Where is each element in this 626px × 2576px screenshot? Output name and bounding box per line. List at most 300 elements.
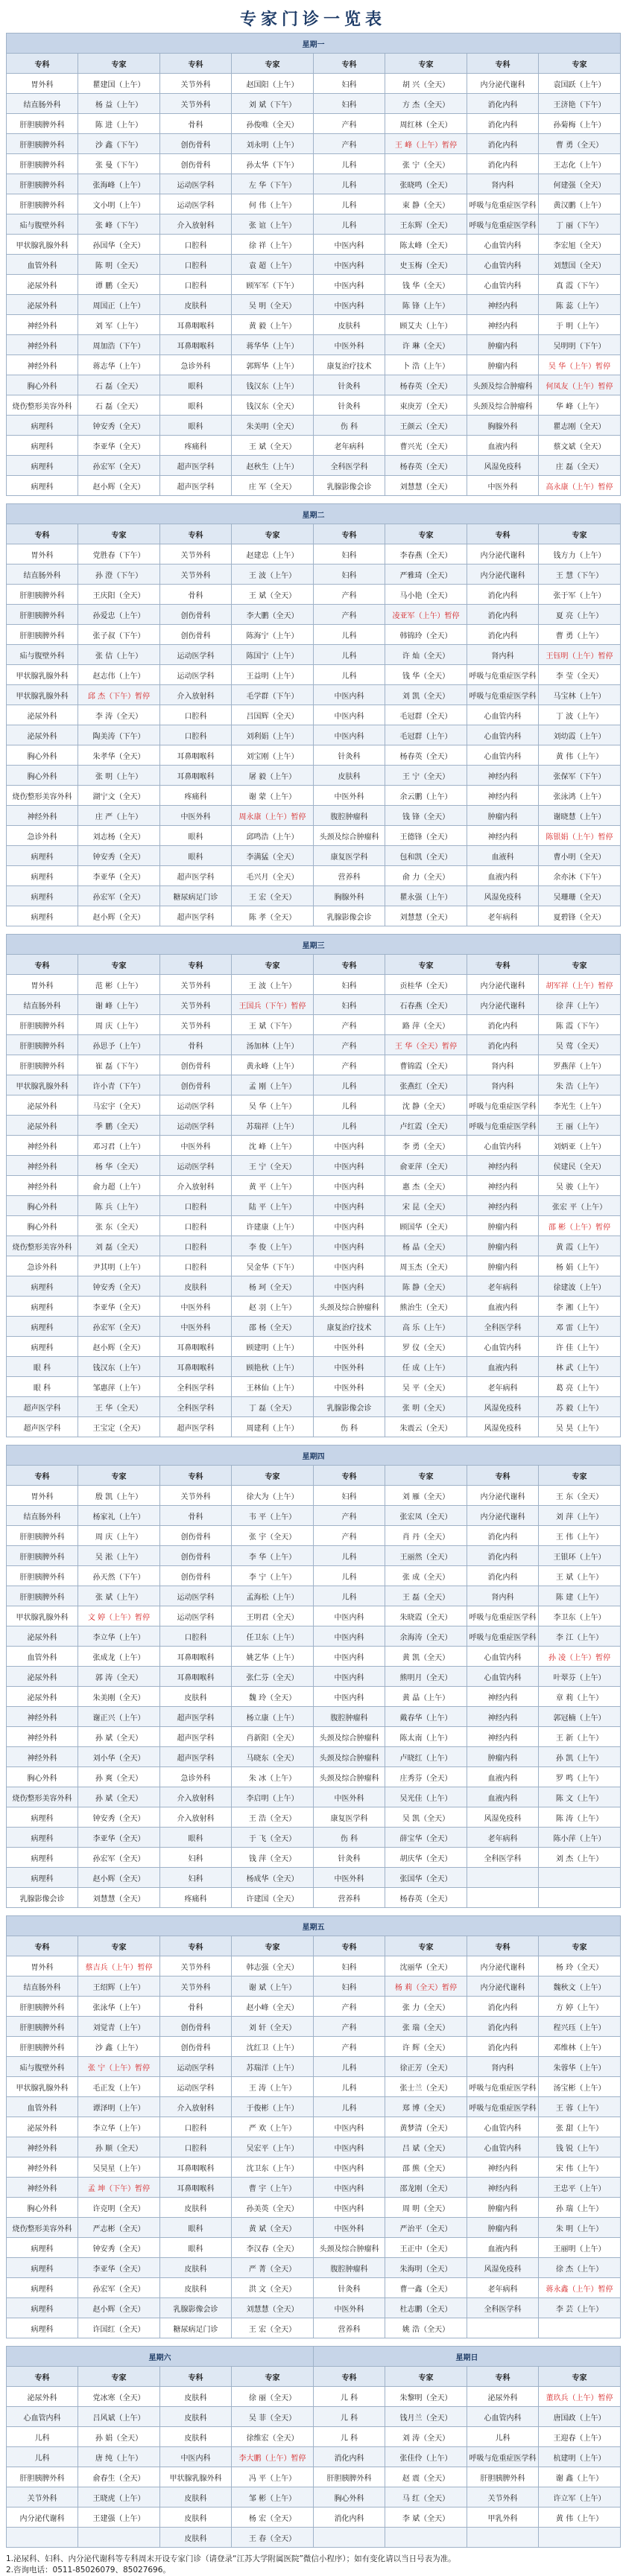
specialty-cell: 风湿免疫科 <box>467 1397 539 1417</box>
specialty-cell: 病理科 <box>7 2258 78 2278</box>
expert-cell: 苏瑞洋（上午） <box>232 2057 314 2077</box>
table-row <box>7 1787 621 1807</box>
expert-cell: 李立华（上午） <box>78 1626 160 1647</box>
expert-cell: 曹兴光（全天） <box>385 436 467 456</box>
specialty-cell: 泌尿外科 <box>7 2117 78 2137</box>
expert-cell: 王 丽（上午） <box>539 1116 621 1136</box>
expert-cell: 严 菁（全天） <box>232 2258 314 2278</box>
table-row <box>7 826 621 846</box>
expert-cell: 顾国华（全天） <box>385 1216 467 1236</box>
page-title: 专家门诊一览表 <box>239 10 386 29</box>
expert-cell: 许 琳（全天） <box>385 335 467 355</box>
expert-cell: 郭冠楠（上午） <box>539 1707 621 1727</box>
specialty-cell: 甲状腺乳腺外科 <box>160 2467 232 2487</box>
specialty-cell: 老年病科 <box>467 1828 539 1848</box>
specialty-cell: 肝胆胰脾外科 <box>7 2037 78 2057</box>
specialty-cell: 介入放射科 <box>160 1807 232 1828</box>
expert-cell: 杨春英（全天） <box>385 745 467 766</box>
expert-cell: 严雅琦（全天） <box>385 565 467 585</box>
expert-cell: 王 峰（上午）暂停 <box>385 134 467 154</box>
specialty-cell: 风湿免疫科 <box>467 456 539 476</box>
expert-cell: 马宏宇（全天） <box>78 1095 160 1116</box>
expert-cell: 卢晓红（上午） <box>385 1747 467 1767</box>
specialty-cell: 老年病科 <box>467 1276 539 1297</box>
expert-cell <box>539 2528 621 2548</box>
specialty-cell: 皮肤科 <box>160 2407 232 2427</box>
expert-cell: 吴宏平（上午） <box>232 2137 314 2157</box>
specialty-cell: 儿科 <box>314 1546 385 1566</box>
schedule-tables <box>6 33 620 2548</box>
specialty-cell: 骨科 <box>160 585 232 605</box>
specialty-cell: 耳鼻咽喉科 <box>160 315 232 335</box>
specialty-cell: 呼吸与危重症医学科 <box>467 1095 539 1116</box>
expert-cell: 肖新阳（全天） <box>232 1727 314 1747</box>
specialty-cell: 肝胆胰脾外科 <box>7 605 78 625</box>
expert-cell: 陈海宁（上午） <box>232 625 314 645</box>
specialty-cell: 眼科 <box>160 416 232 436</box>
specialty-cell <box>7 2528 78 2548</box>
specialty-cell: 肝胆胰脾外科 <box>7 194 78 214</box>
specialty-cell: 呼吸与危重症医学科 <box>467 2077 539 2097</box>
expert-cell: 王庆阳（全天） <box>78 585 160 605</box>
specialty-cell: 关节外科 <box>160 1976 232 1997</box>
header-specialty: 专科 <box>467 1466 539 1486</box>
specialty-cell: 头颈及综合肿瘤科 <box>467 375 539 395</box>
expert-cell: 刘 轩（全天） <box>232 2017 314 2037</box>
specialty-cell: 超声医学科 <box>7 1397 78 1417</box>
expert-cell: 庄秀芬（全天） <box>385 1767 467 1787</box>
expert-cell: 钱 华（全天） <box>385 275 467 295</box>
specialty-cell: 口腔科 <box>160 1626 232 1647</box>
specialty-cell: 糖尿病足门诊 <box>160 2318 232 2338</box>
expert-cell: 张士兰（全天） <box>385 2077 467 2097</box>
expert-cell: 张仁芬（全天） <box>232 1667 314 1687</box>
expert-cell: 赵小峰（全天） <box>232 1997 314 2017</box>
specialty-cell: 眼 科 <box>7 1357 78 1377</box>
header-expert: 专家 <box>78 54 160 74</box>
expert-cell: 杨成华（全天） <box>232 1868 314 1888</box>
specialty-cell: 创伤骨科 <box>160 605 232 625</box>
expert-cell: 邹惠萍（上午） <box>78 1377 160 1397</box>
expert-cell: 石 磊（全天） <box>78 395 160 416</box>
specialty-cell: 头颈及综合肿瘤科 <box>314 1747 385 1767</box>
specialty-cell: 耳鼻咽喉科 <box>160 1647 232 1667</box>
specialty-cell: 神经外科 <box>7 1136 78 1156</box>
expert-cell: 李 湘（上午） <box>539 1297 621 1317</box>
specialty-cell: 关节外科 <box>160 565 232 585</box>
expert-cell: 许建国（全天） <box>232 1888 314 1908</box>
expert-cell: 陈 静（全天） <box>385 1276 467 1297</box>
specialty-cell: 神经外科 <box>7 806 78 826</box>
specialty-cell: 皮肤科 <box>314 766 385 786</box>
expert-cell: 蒋永鑫（上午）暂停 <box>539 2278 621 2298</box>
specialty-cell: 全科医学科 <box>467 1848 539 1868</box>
specialty-cell: 介入放射科 <box>160 685 232 705</box>
expert-cell: 冯 平（上午） <box>232 2467 314 2487</box>
specialty-cell: 老年病科 <box>467 1377 539 1397</box>
expert-cell: 孙俊唯（全天） <box>232 114 314 134</box>
table-row <box>7 2407 621 2427</box>
table-row <box>7 1377 621 1397</box>
expert-cell: 王 斌（下午） <box>232 1015 314 1035</box>
specialty-cell: 眼科 <box>160 395 232 416</box>
expert-cell: 黄 伟（上午） <box>539 2507 621 2528</box>
expert-cell: 葛 亮（上午） <box>539 1377 621 1397</box>
specialty-cell: 甲乳外科 <box>467 2507 539 2528</box>
specialty-cell: 心血管内科 <box>467 2137 539 2157</box>
specialty-cell: 病理科 <box>7 1337 78 1357</box>
specialty-cell: 超声医学科 <box>160 1417 232 1437</box>
expert-cell: 朱孝华（全天） <box>78 745 160 766</box>
specialty-cell: 疝与腹壁外科 <box>7 2057 78 2077</box>
expert-cell: 钟安秀（全天） <box>78 416 160 436</box>
expert-cell: 张宏凤（全天） <box>385 1506 467 1526</box>
specialty-cell: 乳腺影像会诊 <box>314 476 385 496</box>
specialty-cell: 泌尿外科 <box>7 705 78 725</box>
expert-cell: 杨 宏（全天） <box>232 2507 314 2528</box>
specialty-cell: 超声医学科 <box>160 906 232 926</box>
table-row <box>7 1707 621 1727</box>
expert-cell: 罗燕萍（上午） <box>539 1055 621 1075</box>
expert-cell: 王 华（全天）暂停 <box>385 1035 467 1055</box>
specialty-cell: 呼吸与危重症医学科 <box>467 1626 539 1647</box>
expert-cell: 周 庆（上午） <box>78 1526 160 1546</box>
table-row <box>7 1035 621 1055</box>
expert-cell: 钟安秀（全天） <box>78 1807 160 1828</box>
specialty-cell: 运动医学科 <box>160 174 232 194</box>
specialty-cell <box>467 1888 539 1908</box>
expert-cell: 钟安秀（全天） <box>78 1276 160 1297</box>
expert-cell: 俞春生（全天） <box>78 2467 160 2487</box>
expert-cell: 吴 莺（全天） <box>539 1035 621 1055</box>
expert-cell: 孙 顺（全天） <box>78 2137 160 2157</box>
specialty-cell: 骨科 <box>160 1035 232 1055</box>
specialty-cell: 肾内科 <box>467 2057 539 2077</box>
expert-cell: 张 谊（上午） <box>232 214 314 235</box>
specialty-cell: 肝胆胰脾外科 <box>7 174 78 194</box>
expert-cell: 王丽明（上午） <box>539 2238 621 2258</box>
expert-cell: 于 飞（全天） <box>232 1828 314 1848</box>
specialty-cell: 糖尿病足门诊 <box>160 886 232 906</box>
specialty-cell: 泌尿外科 <box>7 295 78 315</box>
expert-cell: 何 伟（上午） <box>232 194 314 214</box>
specialty-cell: 儿科 <box>467 2427 539 2447</box>
specialty-cell: 急诊外科 <box>160 1767 232 1787</box>
specialty-cell: 结直肠外科 <box>7 995 78 1015</box>
expert-cell: 沈丽华（全天） <box>385 1956 467 1976</box>
table-row <box>7 1828 621 1848</box>
expert-cell: 陈 孝（全天） <box>232 906 314 926</box>
expert-cell: 朱美刚（全天） <box>78 1687 160 1707</box>
expert-cell: 李 芸（上午） <box>539 2298 621 2318</box>
specialty-cell: 甲状腺乳腺外科 <box>7 2077 78 2097</box>
specialty-cell: 中医内科 <box>314 725 385 745</box>
expert-cell: 夏 亮（上午） <box>539 605 621 625</box>
expert-cell: 丁 丽（下午） <box>539 214 621 235</box>
header-specialty: 专科 <box>314 2367 385 2387</box>
expert-cell: 左 华（下午） <box>232 174 314 194</box>
expert-cell: 王 东（全天） <box>539 1486 621 1506</box>
specialty-cell: 急诊外科 <box>160 355 232 375</box>
specialty-cell: 肾内科 <box>467 645 539 665</box>
header-specialty: 专科 <box>314 524 385 544</box>
specialty-cell: 肝胆胰脾外科 <box>467 2467 539 2487</box>
expert-cell: 吴 平（全天） <box>385 1377 467 1397</box>
day-name: 星期四 <box>7 1446 621 1466</box>
specialty-cell: 神经内科 <box>467 2178 539 2198</box>
specialty-cell: 儿科 <box>314 1095 385 1116</box>
expert-cell: 程兴珏（上午） <box>539 2017 621 2037</box>
specialty-cell: 心血管内科 <box>467 705 539 725</box>
specialty-cell: 泌尿外科 <box>7 275 78 295</box>
expert-cell: 杨 娟（上午） <box>539 1256 621 1276</box>
expert-cell: 肖 丹（全天） <box>385 1526 467 1546</box>
expert-cell: 王 波（上午） <box>232 975 314 995</box>
expert-cell: 王正中（全天） <box>385 2238 467 2258</box>
expert-cell: 沈 峰（上午） <box>232 1136 314 1156</box>
specialty-cell: 肿瘤内科 <box>467 2218 539 2238</box>
specialty-cell: 泌尿外科 <box>7 1667 78 1687</box>
specialty-cell: 内分泌代谢科 <box>467 1956 539 1976</box>
specialty-cell: 头颈及综合肿瘤科 <box>314 1767 385 1787</box>
expert-cell: 文小明（上午） <box>78 194 160 214</box>
expert-cell: 王 宁（全天） <box>385 766 467 786</box>
specialty-cell: 疼痛科 <box>160 786 232 806</box>
specialty-cell: 全科医学科 <box>314 456 385 476</box>
specialty-cell: 超声医学科 <box>160 866 232 886</box>
header-specialty: 专科 <box>7 1466 78 1486</box>
specialty-cell: 中医内科 <box>314 2178 385 2198</box>
expert-cell: 钱汉东（上午） <box>232 375 314 395</box>
expert-cell: 李大鹏（上午）暂停 <box>232 2447 314 2467</box>
specialty-cell: 风湿免疫科 <box>467 1807 539 1828</box>
expert-cell: 谢正兴（上午） <box>78 1707 160 1727</box>
table-row <box>7 476 621 496</box>
specialty-cell: 妇科 <box>314 544 385 565</box>
specialty-cell: 中医内科 <box>314 2198 385 2218</box>
specialty-cell: 介入放射科 <box>160 1176 232 1196</box>
expert-cell: 赵志伟（上午） <box>78 665 160 685</box>
expert-cell: 李亚华（全天） <box>78 436 160 456</box>
specialty-cell: 妇科 <box>314 995 385 1015</box>
table-row <box>7 1976 621 1997</box>
expert-cell: 何建强（全天） <box>539 174 621 194</box>
expert-cell: 黄 毅（上午） <box>232 315 314 335</box>
specialty-cell: 针灸科 <box>314 395 385 416</box>
expert-cell: 王钰明（上午）暂停 <box>539 645 621 665</box>
specialty-cell: 皮肤科 <box>160 2528 232 2548</box>
table-row <box>7 395 621 416</box>
specialty-cell: 神经外科 <box>7 1176 78 1196</box>
table-row <box>7 1626 621 1647</box>
specialty-cell: 产科 <box>314 134 385 154</box>
expert-cell: 刘小华（全天） <box>78 1747 160 1767</box>
expert-cell: 束 静（全天） <box>385 194 467 214</box>
specialty-cell: 儿科 <box>314 625 385 645</box>
specialty-cell: 消化内科 <box>467 154 539 174</box>
expert-cell: 徐 祥（上午） <box>232 235 314 255</box>
specialty-cell: 心血管内科 <box>467 2117 539 2137</box>
specialty-cell: 中医内科 <box>314 295 385 315</box>
specialty-cell: 心血管内科 <box>467 725 539 745</box>
expert-cell <box>539 1868 621 1888</box>
expert-cell: 曹一鑫（全天） <box>385 2278 467 2298</box>
specialty-cell: 针灸科 <box>314 2278 385 2298</box>
specialty-cell: 疝与腹壁外科 <box>7 214 78 235</box>
expert-cell: 陈 建（上午） <box>539 1586 621 1606</box>
expert-cell: 陈银娟（上午）暂停 <box>539 826 621 846</box>
day-table <box>6 1915 621 2338</box>
specialty-cell: 儿科 <box>314 1075 385 1095</box>
expert-cell: 顾建明（上午） <box>232 1337 314 1357</box>
specialty-cell: 内分泌代谢科 <box>7 2507 78 2528</box>
expert-cell: 党冰寒（全天） <box>78 2387 160 2407</box>
specialty-cell: 运动医学科 <box>160 1606 232 1626</box>
expert-cell: 范 彬（上午） <box>78 975 160 995</box>
expert-cell: 束庚芳（全天） <box>385 395 467 416</box>
expert-cell: 顾艳秋（上午） <box>232 1357 314 1377</box>
expert-cell: 余云鹏（上午） <box>385 786 467 806</box>
specialty-cell: 皮肤科 <box>160 2427 232 2447</box>
table-row <box>7 585 621 605</box>
specialty-cell: 康复医学科 <box>314 846 385 866</box>
table-row <box>7 1667 621 1687</box>
expert-cell: 李宏旭（全天） <box>539 235 621 255</box>
expert-cell: 黄永峰（上午） <box>232 1055 314 1075</box>
specialty-cell: 心血管内科 <box>467 2407 539 2427</box>
specialty-cell: 运动医学科 <box>160 2077 232 2097</box>
expert-cell: 许建康（上午） <box>232 1216 314 1236</box>
expert-cell: 胡 兴（全天） <box>385 74 467 94</box>
specialty-cell: 甲状腺乳腺外科 <box>7 1606 78 1626</box>
expert-cell: 孟 坤（下午）暂停 <box>78 2178 160 2198</box>
table-row <box>7 2387 621 2407</box>
header-expert: 专家 <box>385 524 467 544</box>
table-row <box>7 416 621 436</box>
expert-cell: 张 峰（下午） <box>78 214 160 235</box>
expert-cell: 庄 军（全天） <box>232 476 314 496</box>
expert-cell: 真 霞（下午） <box>539 275 621 295</box>
expert-cell: 韩锦玲（全天） <box>385 625 467 645</box>
table-row <box>7 436 621 456</box>
specialty-cell: 神经外科 <box>7 2157 78 2178</box>
specialty-cell: 风湿免疫科 <box>467 886 539 906</box>
expert-cell: 毛冠群（上午） <box>385 725 467 745</box>
expert-cell: 钱 锐（上午） <box>539 2137 621 2157</box>
specialty-cell: 消化内科 <box>467 1015 539 1035</box>
specialty-cell: 皮肤科 <box>160 2507 232 2528</box>
expert-cell: 卜 浩（上午） <box>385 355 467 375</box>
specialty-cell: 口腔科 <box>160 2117 232 2137</box>
expert-cell: 汤宝彬（上午） <box>539 2077 621 2097</box>
expert-cell: 陈国宁（上午） <box>232 645 314 665</box>
specialty-cell: 中医内科 <box>314 275 385 295</box>
specialty-cell: 妇科 <box>314 565 385 585</box>
specialty-cell: 肝胆胰脾外科 <box>7 1997 78 2017</box>
specialty-cell: 肝胆胰脾外科 <box>7 114 78 134</box>
specialty-cell: 中医内科 <box>314 1687 385 1707</box>
expert-cell: 王绍辉（上午） <box>78 1976 160 1997</box>
expert-cell: 朱 浩（上午） <box>539 1075 621 1095</box>
specialty-cell: 关节外科 <box>160 1486 232 1506</box>
table-row <box>7 1176 621 1196</box>
specialty-cell: 产科 <box>314 1526 385 1546</box>
expert-cell: 吴 骏（上午） <box>539 1176 621 1196</box>
expert-cell: 熊治生（全天） <box>385 1297 467 1317</box>
table-row <box>7 786 621 806</box>
specialty-cell: 内分泌代谢科 <box>467 565 539 585</box>
expert-cell: 邱鸣浩（上午） <box>232 826 314 846</box>
specialty-cell: 泌尿外科 <box>7 1687 78 1707</box>
expert-cell: 赵小辉（全天） <box>78 1337 160 1357</box>
specialty-cell: 肿瘤内科 <box>467 335 539 355</box>
expert-cell: 张宏 平（上午） <box>539 1196 621 1216</box>
expert-cell: 张泳华（上午） <box>78 1997 160 2017</box>
table-row <box>7 1647 621 1667</box>
table-row <box>7 1566 621 1586</box>
expert-cell: 李启明（上午） <box>232 1787 314 1807</box>
expert-cell: 徐 萍（上午） <box>539 995 621 1015</box>
footnote-1: 1.泌尿科、妇科、内分泌代谢科等专科周末开设专家门诊（请登录“江苏大学附属医院”微信小程序）；如有变化请以当日号表为准。 <box>6 2554 456 2563</box>
specialty-cell: 儿科 <box>314 214 385 235</box>
expert-cell: 李亚华（全天） <box>78 866 160 886</box>
specialty-cell: 头颈及综合肿瘤科 <box>467 395 539 416</box>
specialty-cell: 血管外科 <box>7 255 78 275</box>
specialty-cell: 中医内科 <box>314 1216 385 1236</box>
expert-cell: 许 佳（上午） <box>539 1337 621 1357</box>
expert-cell: 尹其明（上午） <box>78 1256 160 1276</box>
specialty-cell: 肝胆胰脾外科 <box>7 134 78 154</box>
specialty-cell: 内分泌代谢科 <box>467 1976 539 1997</box>
expert-cell: 张 宁（上午）暂停 <box>78 2057 160 2077</box>
expert-cell: 屠 毅（上午） <box>232 766 314 786</box>
specialty-cell: 神经外科 <box>7 1747 78 1767</box>
expert-cell: 张晓鸣（全天） <box>385 174 467 194</box>
table-row <box>7 295 621 315</box>
table-row <box>7 2077 621 2097</box>
specialty-cell: 病理科 <box>7 906 78 926</box>
table-row <box>7 685 621 705</box>
specialty-cell: 血液内科 <box>467 866 539 886</box>
specialty-cell: 烧伤整形美容外科 <box>7 395 78 416</box>
specialty-cell: 眼科 <box>160 826 232 846</box>
specialty-cell: 病理科 <box>7 1297 78 1317</box>
day-name: 星期六 <box>7 2347 314 2367</box>
header-specialty: 专科 <box>314 54 385 74</box>
specialty-cell: 伤 科 <box>314 416 385 436</box>
column-header-row <box>7 524 621 544</box>
specialty-cell: 口腔科 <box>160 1236 232 1256</box>
specialty-cell: 甲状腺乳腺外科 <box>7 665 78 685</box>
specialty-cell: 创伤骨科 <box>160 154 232 174</box>
specialty-cell: 全科医学科 <box>160 1397 232 1417</box>
specialty-cell: 肿瘤内科 <box>467 355 539 375</box>
specialty-cell: 心血管内科 <box>467 255 539 275</box>
specialty-cell: 中医内科 <box>314 2137 385 2157</box>
expert-cell: 王 斌（全天） <box>232 585 314 605</box>
expert-cell: 高 乐（上午） <box>385 1317 467 1337</box>
expert-cell: 陈太峰（全天） <box>385 235 467 255</box>
header-specialty: 专科 <box>160 1936 232 1956</box>
expert-cell: 王忠平（上午） <box>539 2178 621 2198</box>
specialty-cell: 中医内科 <box>160 2447 232 2467</box>
specialty-cell: 病理科 <box>7 2238 78 2258</box>
specialty-cell: 肿瘤内科 <box>467 1747 539 1767</box>
header-expert: 专家 <box>232 1466 314 1486</box>
expert-cell: 郭辉华（上午） <box>232 355 314 375</box>
table-row <box>7 1095 621 1116</box>
specialty-cell: 心血管内科 <box>467 1647 539 1667</box>
